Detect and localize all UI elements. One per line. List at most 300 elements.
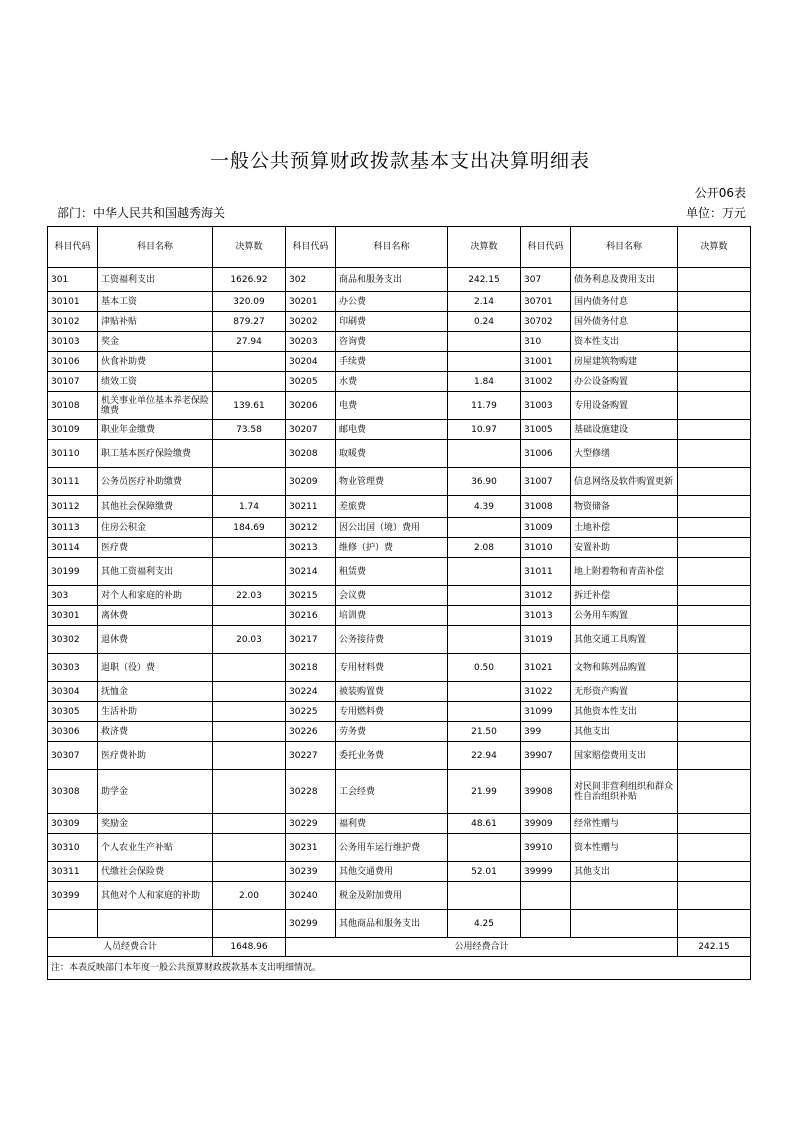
- account-code: 30308: [48, 770, 98, 814]
- table-row: [48, 332, 751, 352]
- amount-value: 2.00: [213, 882, 286, 910]
- account-name: 基本工资: [98, 292, 213, 312]
- account-name: 其他社会保障缴费: [98, 496, 213, 518]
- account-code: 30399: [48, 882, 98, 910]
- account-name: 伙食补助费: [98, 352, 213, 372]
- amount-value: [448, 332, 521, 352]
- account-name: 拆迁补偿: [571, 586, 678, 606]
- account-name: 物业管理费: [336, 468, 448, 496]
- account-code: 30213: [286, 538, 336, 558]
- table-row: [48, 722, 751, 742]
- table-row: [48, 420, 751, 440]
- amount-value: 2.08: [448, 538, 521, 558]
- account-code: 31002: [521, 372, 571, 392]
- account-name: 物资储备: [571, 496, 678, 518]
- account-name: 其他对个人和家庭的补助: [98, 882, 213, 910]
- header-code: 科目代码: [521, 227, 571, 268]
- expenditure-table: [47, 226, 751, 980]
- account-code: 31099: [521, 702, 571, 722]
- account-code: [521, 882, 571, 910]
- department-label: 部门：中华人民共和国越秀海关: [57, 206, 226, 220]
- amount-value: 52.01: [448, 862, 521, 882]
- account-name: 资本性支出: [571, 332, 678, 352]
- amount-value: 22.03: [213, 586, 286, 606]
- account-code: 30206: [286, 392, 336, 420]
- account-name: 邮电费: [336, 420, 448, 440]
- amount-value: [678, 372, 751, 392]
- amount-value: 22.94: [448, 742, 521, 770]
- account-name: 助学金: [98, 770, 213, 814]
- account-name: 国内债务付息: [571, 292, 678, 312]
- account-name: [571, 910, 678, 938]
- account-name: 奖金: [98, 332, 213, 352]
- account-code: 30215: [286, 586, 336, 606]
- account-code: 31019: [521, 626, 571, 654]
- account-name: 个人农业生产补贴: [98, 834, 213, 862]
- personnel-total-value: 1648.96: [213, 938, 286, 957]
- account-code: 30214: [286, 558, 336, 586]
- amount-value: 320.09: [213, 292, 286, 312]
- account-code: 39999: [521, 862, 571, 882]
- account-code: 310: [521, 332, 571, 352]
- amount-value: [213, 702, 286, 722]
- account-code: 31001: [521, 352, 571, 372]
- amount-value: 21.50: [448, 722, 521, 742]
- amount-value: [678, 882, 751, 910]
- amount-value: [678, 392, 751, 420]
- table-row: [48, 626, 751, 654]
- account-code: 30101: [48, 292, 98, 312]
- table-row: [48, 862, 751, 882]
- account-name: 医疗费: [98, 538, 213, 558]
- amount-value: 11.79: [448, 392, 521, 420]
- account-name: 其他支出: [571, 862, 678, 882]
- totals-row: [48, 938, 751, 957]
- account-code: 30208: [286, 440, 336, 468]
- account-code: 30304: [48, 682, 98, 702]
- amount-value: [448, 440, 521, 468]
- account-code: 30224: [286, 682, 336, 702]
- table-row: [48, 834, 751, 862]
- amount-value: [678, 626, 751, 654]
- account-name: 专用材料费: [336, 654, 448, 682]
- amount-value: [213, 682, 286, 702]
- account-name: 医疗费补助: [98, 742, 213, 770]
- account-code: 31008: [521, 496, 571, 518]
- amount-value: [213, 352, 286, 372]
- account-code: 30303: [48, 654, 98, 682]
- account-code: 30231: [286, 834, 336, 862]
- amount-value: [213, 770, 286, 814]
- account-code: 30216: [286, 606, 336, 626]
- account-name: 职工基本医疗保险缴费: [98, 440, 213, 468]
- account-code: 30301: [48, 606, 98, 626]
- account-name: 津贴补贴: [98, 312, 213, 332]
- account-name: 职业年金缴费: [98, 420, 213, 440]
- account-name: 对民间非营利组织和群众性自治组织补贴: [571, 770, 678, 814]
- personnel-total-label: 人员经费合计: [48, 938, 213, 957]
- account-name: 其他工资福利支出: [98, 558, 213, 586]
- account-code: 30111: [48, 468, 98, 496]
- amount-value: [448, 882, 521, 910]
- amount-value: 4.25: [448, 910, 521, 938]
- account-code: 31012: [521, 586, 571, 606]
- account-code: 30211: [286, 496, 336, 518]
- table-row: [48, 882, 751, 910]
- account-code: 30309: [48, 814, 98, 834]
- header-amount: 决算数: [448, 227, 521, 268]
- amount-value: 0.50: [448, 654, 521, 682]
- account-name: 维修（护）费: [336, 538, 448, 558]
- account-code: 31007: [521, 468, 571, 496]
- amount-value: 184.69: [213, 518, 286, 538]
- account-code: 307: [521, 268, 571, 292]
- account-name: 对个人和家庭的补助: [98, 586, 213, 606]
- account-code: 39909: [521, 814, 571, 834]
- account-code: 301: [48, 268, 98, 292]
- amount-value: [213, 372, 286, 392]
- amount-value: [678, 496, 751, 518]
- table-note: 注：本表反映部门本年度一般公共预算财政拨款基本支出明细情况。: [48, 957, 751, 980]
- amount-value: [678, 862, 751, 882]
- amount-value: [448, 702, 521, 722]
- account-name: 工资福利支出: [98, 268, 213, 292]
- account-name: 劳务费: [336, 722, 448, 742]
- account-code: 31021: [521, 654, 571, 682]
- table-row: [48, 518, 751, 538]
- account-code: 30218: [286, 654, 336, 682]
- table-row: [48, 440, 751, 468]
- page-title: 一般公共预算财政拨款基本支出决算明细表: [209, 150, 590, 172]
- amount-value: [213, 654, 286, 682]
- table-row: [48, 496, 751, 518]
- account-name: 咨询费: [336, 332, 448, 352]
- amount-value: 36.90: [448, 468, 521, 496]
- account-name: 绩效工资: [98, 372, 213, 392]
- account-code: 30311: [48, 862, 98, 882]
- table-row: [48, 392, 751, 420]
- amount-value: [678, 332, 751, 352]
- account-name: 债务利息及费用支出: [571, 268, 678, 292]
- amount-value: [213, 814, 286, 834]
- account-name: 电费: [336, 392, 448, 420]
- header-code: 科目代码: [48, 227, 98, 268]
- account-code: 30306: [48, 722, 98, 742]
- amount-value: [678, 420, 751, 440]
- amount-value: [678, 586, 751, 606]
- amount-value: [678, 702, 751, 722]
- account-code: 30299: [286, 910, 336, 938]
- account-name: 公务用车运行维护费: [336, 834, 448, 862]
- account-name: 退休费: [98, 626, 213, 654]
- amount-value: 2.14: [448, 292, 521, 312]
- account-code: 30107: [48, 372, 98, 392]
- amount-value: [678, 352, 751, 372]
- account-code: [521, 910, 571, 938]
- account-code: 30114: [48, 538, 98, 558]
- account-code: 302: [286, 268, 336, 292]
- account-name: 其他支出: [571, 722, 678, 742]
- amount-value: [678, 440, 751, 468]
- account-name: 租赁费: [336, 558, 448, 586]
- amount-value: [213, 606, 286, 626]
- account-code: 31013: [521, 606, 571, 626]
- amount-value: [213, 722, 286, 742]
- amount-value: [678, 538, 751, 558]
- header-row: [48, 227, 751, 268]
- account-name: 国家赔偿费用支出: [571, 742, 678, 770]
- amount-value: [448, 558, 521, 586]
- account-name: 被装购置费: [336, 682, 448, 702]
- account-code: 303: [48, 586, 98, 606]
- account-code: 30202: [286, 312, 336, 332]
- account-name: 其他资本性支出: [571, 702, 678, 722]
- amount-value: [678, 834, 751, 862]
- account-name: 无形资产购置: [571, 682, 678, 702]
- account-name: 公务用车购置: [571, 606, 678, 626]
- account-code: 30240: [286, 882, 336, 910]
- account-code: 30228: [286, 770, 336, 814]
- header-amount: 决算数: [213, 227, 286, 268]
- amount-value: [213, 834, 286, 862]
- amount-value: 1.84: [448, 372, 521, 392]
- account-code: 31005: [521, 420, 571, 440]
- table-row: [48, 292, 751, 312]
- account-name: 国外债务付息: [571, 312, 678, 332]
- amount-value: [213, 538, 286, 558]
- account-code: 39908: [521, 770, 571, 814]
- amount-value: [213, 440, 286, 468]
- header-name: 科目名称: [336, 227, 448, 268]
- account-name: 基础设施建设: [571, 420, 678, 440]
- table-row: [48, 558, 751, 586]
- account-name: 大型修缮: [571, 440, 678, 468]
- account-code: 31006: [521, 440, 571, 468]
- account-code: 31003: [521, 392, 571, 420]
- header-name: 科目名称: [98, 227, 213, 268]
- account-name: 专用燃料费: [336, 702, 448, 722]
- table-row: [48, 742, 751, 770]
- note-row: [48, 957, 751, 980]
- account-code: 30201: [286, 292, 336, 312]
- table-row: [48, 352, 751, 372]
- table-row: [48, 586, 751, 606]
- account-name: 差旅费: [336, 496, 448, 518]
- amount-value: [213, 468, 286, 496]
- amount-value: [678, 722, 751, 742]
- account-name: 税金及附加费用: [336, 882, 448, 910]
- amount-value: 0.24: [448, 312, 521, 332]
- account-name: 奖励金: [98, 814, 213, 834]
- amount-value: [448, 834, 521, 862]
- account-name: 公务接待费: [336, 626, 448, 654]
- amount-value: [213, 558, 286, 586]
- account-name: 住房公积金: [98, 518, 213, 538]
- amount-value: [448, 518, 521, 538]
- amount-value: 48.61: [448, 814, 521, 834]
- amount-value: [678, 292, 751, 312]
- account-name: 专用设备购置: [571, 392, 678, 420]
- account-code: 30205: [286, 372, 336, 392]
- account-code: 30199: [48, 558, 98, 586]
- account-code: 39907: [521, 742, 571, 770]
- account-code: 30207: [286, 420, 336, 440]
- account-code: 30112: [48, 496, 98, 518]
- account-code: 30212: [286, 518, 336, 538]
- account-code: 30239: [286, 862, 336, 882]
- public-total-value: 242.15: [678, 938, 751, 957]
- account-code: 30302: [48, 626, 98, 654]
- amount-value: 242.15: [448, 268, 521, 292]
- account-name: 房屋建筑物购建: [571, 352, 678, 372]
- table-row: [48, 814, 751, 834]
- account-name: 资本性赠与: [571, 834, 678, 862]
- account-code: 31010: [521, 538, 571, 558]
- amount-value: 20.03: [213, 626, 286, 654]
- account-code: 30209: [286, 468, 336, 496]
- account-name: 离休费: [98, 606, 213, 626]
- account-name: 办公设备购置: [571, 372, 678, 392]
- amount-value: [678, 742, 751, 770]
- table-row: [48, 538, 751, 558]
- account-code: 399: [521, 722, 571, 742]
- amount-value: [213, 862, 286, 882]
- account-code: 30702: [521, 312, 571, 332]
- account-name: 生活补助: [98, 702, 213, 722]
- account-name: 代缴社会保险费: [98, 862, 213, 882]
- amount-value: [678, 518, 751, 538]
- amount-value: [678, 814, 751, 834]
- account-name: 其他交通工具购置: [571, 626, 678, 654]
- amount-value: 4.39: [448, 496, 521, 518]
- account-name: 地上附着物和青苗补偿: [571, 558, 678, 586]
- amount-value: 1626.92: [213, 268, 286, 292]
- amount-value: [678, 268, 751, 292]
- account-name: 印刷费: [336, 312, 448, 332]
- account-code: 30102: [48, 312, 98, 332]
- account-name: 委托业务费: [336, 742, 448, 770]
- amount-value: 139.61: [213, 392, 286, 420]
- amount-value: [678, 468, 751, 496]
- account-name: 培训费: [336, 606, 448, 626]
- account-name: 商品和服务支出: [336, 268, 448, 292]
- account-name: 退职（役）费: [98, 654, 213, 682]
- amount-value: 27.94: [213, 332, 286, 352]
- account-code: 30310: [48, 834, 98, 862]
- account-code: 39910: [521, 834, 571, 862]
- amount-value: [448, 586, 521, 606]
- account-name: 机关事业单位基本养老保险缴费: [98, 392, 213, 420]
- account-name: 办公费: [336, 292, 448, 312]
- account-code: 30217: [286, 626, 336, 654]
- table-row: [48, 606, 751, 626]
- account-name: 工会经费: [336, 770, 448, 814]
- amount-value: [678, 558, 751, 586]
- amount-value: 73.58: [213, 420, 286, 440]
- account-name: 安置补助: [571, 538, 678, 558]
- table-row: [48, 910, 751, 938]
- table-row: [48, 268, 751, 292]
- amount-value: [678, 606, 751, 626]
- account-name: 手续费: [336, 352, 448, 372]
- amount-value: [678, 910, 751, 938]
- account-name: 水费: [336, 372, 448, 392]
- account-name: 其他交通费用: [336, 862, 448, 882]
- table-row: [48, 468, 751, 496]
- account-name: 文物和陈列品购置: [571, 654, 678, 682]
- account-code: 30305: [48, 702, 98, 722]
- table-row: [48, 682, 751, 702]
- header-code: 科目代码: [286, 227, 336, 268]
- amount-value: [678, 770, 751, 814]
- account-name: 土地补偿: [571, 518, 678, 538]
- account-code: 30227: [286, 742, 336, 770]
- account-code: 31009: [521, 518, 571, 538]
- account-code: 30229: [286, 814, 336, 834]
- account-name: 经常性赠与: [571, 814, 678, 834]
- table-row: [48, 770, 751, 814]
- amount-value: 10.97: [448, 420, 521, 440]
- account-name: 公务员医疗补助缴费: [98, 468, 213, 496]
- table-row: [48, 702, 751, 722]
- account-code: 31011: [521, 558, 571, 586]
- account-name: 会议费: [336, 586, 448, 606]
- amount-value: [448, 606, 521, 626]
- account-code: 30106: [48, 352, 98, 372]
- account-name: 救济费: [98, 722, 213, 742]
- account-code: 30701: [521, 292, 571, 312]
- account-code: 30203: [286, 332, 336, 352]
- account-name: 信息网络及软件购置更新: [571, 468, 678, 496]
- table-row: [48, 312, 751, 332]
- account-name: 福利费: [336, 814, 448, 834]
- amount-value: [678, 654, 751, 682]
- unit-label: 单位：万元: [685, 206, 746, 220]
- amount-value: 21.99: [448, 770, 521, 814]
- account-code: 31022: [521, 682, 571, 702]
- account-name: 抚恤金: [98, 682, 213, 702]
- amount-value: [448, 682, 521, 702]
- account-code: 30110: [48, 440, 98, 468]
- header-amount: 决算数: [678, 227, 751, 268]
- account-code: 30113: [48, 518, 98, 538]
- header-name: 科目名称: [571, 227, 678, 268]
- account-name: 其他商品和服务支出: [336, 910, 448, 938]
- amount-value: 1.74: [213, 496, 286, 518]
- amount-value: [213, 742, 286, 770]
- account-name: 因公出国（境）费用: [336, 518, 448, 538]
- account-code: 30108: [48, 392, 98, 420]
- amount-value: [678, 682, 751, 702]
- amount-value: [448, 352, 521, 372]
- amount-value: 879.27: [213, 312, 286, 332]
- account-code: 30225: [286, 702, 336, 722]
- account-name: 取暖费: [336, 440, 448, 468]
- account-code: 30204: [286, 352, 336, 372]
- account-code: 30226: [286, 722, 336, 742]
- account-code: 30103: [48, 332, 98, 352]
- account-name: [98, 910, 213, 938]
- table-row: [48, 654, 751, 682]
- amount-value: [448, 626, 521, 654]
- account-name: [571, 882, 678, 910]
- account-code: 30109: [48, 420, 98, 440]
- account-code: [48, 910, 98, 938]
- amount-value: [678, 312, 751, 332]
- table-row: [48, 372, 751, 392]
- account-code: 30307: [48, 742, 98, 770]
- amount-value: [213, 910, 286, 938]
